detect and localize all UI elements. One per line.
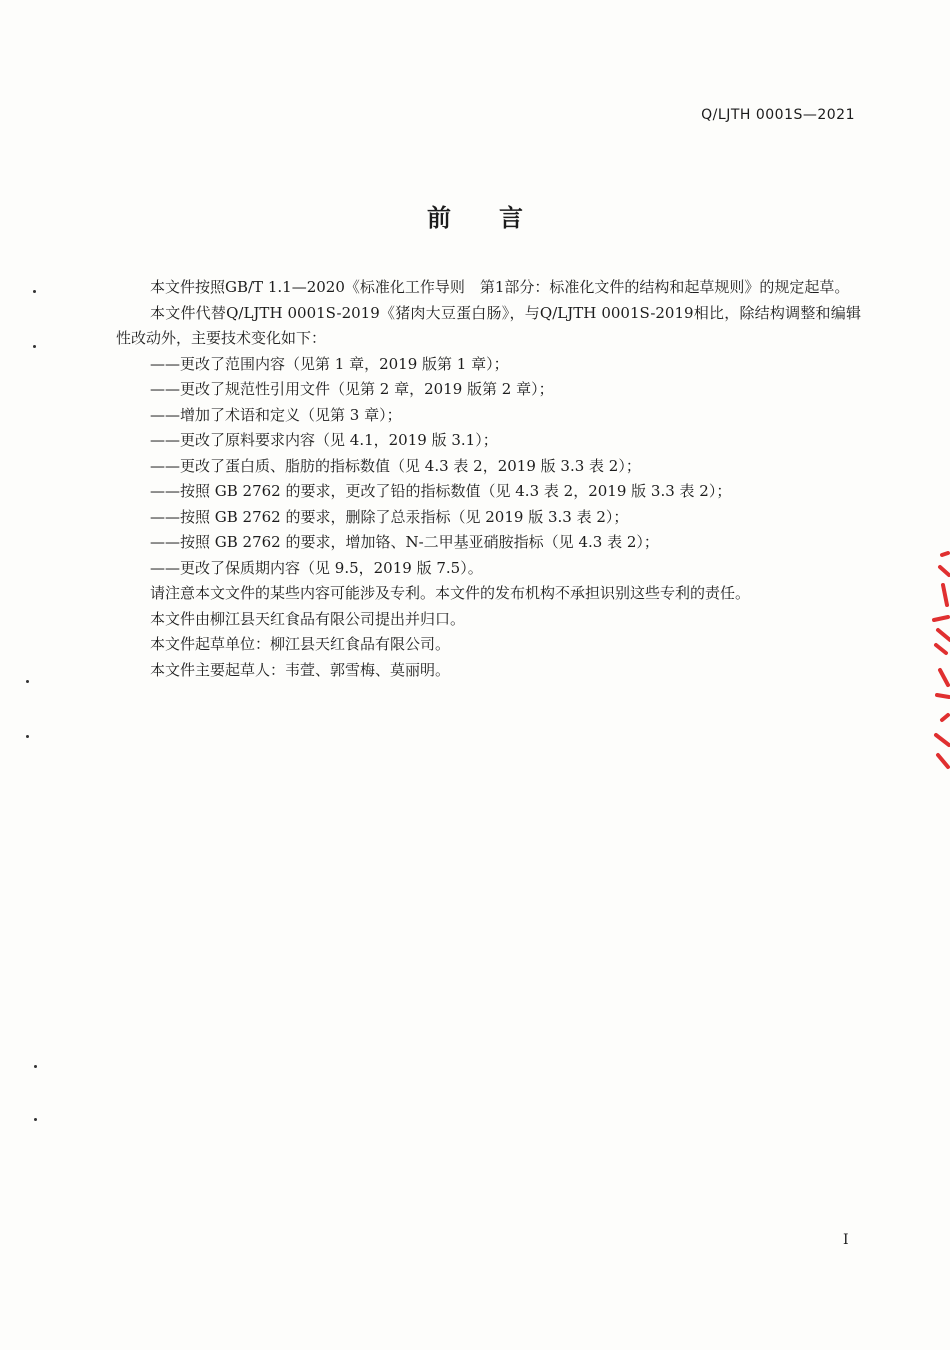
note-patent: 请注意本文文件的某些内容可能涉及专利。本文件的发布机构不承担识别这些专利的责任。 — [150, 584, 751, 602]
paragraph-replacement: 本文件代替Q/LJTH 0001S-2019《猪肉大豆蛋白肠》，与Q/LJTH 0001S-2019相比，除结构调整和编辑性改动外，主要技术变化如下： — [116, 303, 861, 347]
page-number: I — [843, 1232, 849, 1248]
paragraph-basis: 本文件按照GB/T 1.1—2020《标准化工作导则 第1部分：标准化文件的结构和起草规则》的规定起草。 — [150, 278, 850, 296]
page-title: 前言 — [427, 203, 571, 232]
change-item: ——更改了蛋白质、脂肪的指标数值（见 4.3 表 2，2019 版 3.3 表 2）； — [150, 456, 641, 475]
change-item: ——更改了范围内容（见第 1 章，2019 版第 1 章）； — [150, 354, 509, 373]
scan-speck — [26, 735, 29, 738]
red-seal-stamp-fragment — [928, 545, 950, 770]
scan-speck — [34, 1118, 37, 1121]
change-item: ——按照 GB 2762 的要求，删除了总汞指标（见 2019 版 3.3 表 2）； — [150, 507, 629, 526]
foreword-body — [116, 275, 861, 683]
change-item: ——更改了规范性引用文件（见第 2 章，2019 版第 2 章）； — [150, 380, 554, 398]
note-drafters: 本文件主要起草人：韦萱、郭雪梅、莫丽明。 — [150, 660, 451, 679]
change-item: ——按照 GB 2762 的要求，更改了铅的指标数值（见 4.3 表 2，2019 版 3.3 表 2）； — [150, 482, 732, 500]
note-drafting-unit: 本文件起草单位：柳江县天红食品有限公司。 — [150, 635, 451, 653]
note-proposer: 本文件由柳江县天红食品有限公司提出并归口。 — [150, 609, 466, 628]
scan-speck — [33, 290, 36, 293]
scan-speck — [33, 345, 36, 348]
change-item: ——按照 GB 2762 的要求，增加铬、N-二甲基亚硝胺指标（见 4.3 表 2）； — [150, 533, 659, 551]
scan-speck — [26, 680, 29, 683]
scan-speck — [34, 1065, 37, 1068]
change-item: ——更改了原料要求内容（见 4.1，2019 版 3.1）； — [150, 431, 498, 449]
document-code: Q/LJTH 0001S—2021 — [701, 107, 855, 123]
change-item: ——增加了术语和定义（见第 3 章）； — [150, 405, 402, 424]
change-item: ——更改了保质期内容（见 9.5，2019 版 7.5）。 — [150, 558, 483, 577]
